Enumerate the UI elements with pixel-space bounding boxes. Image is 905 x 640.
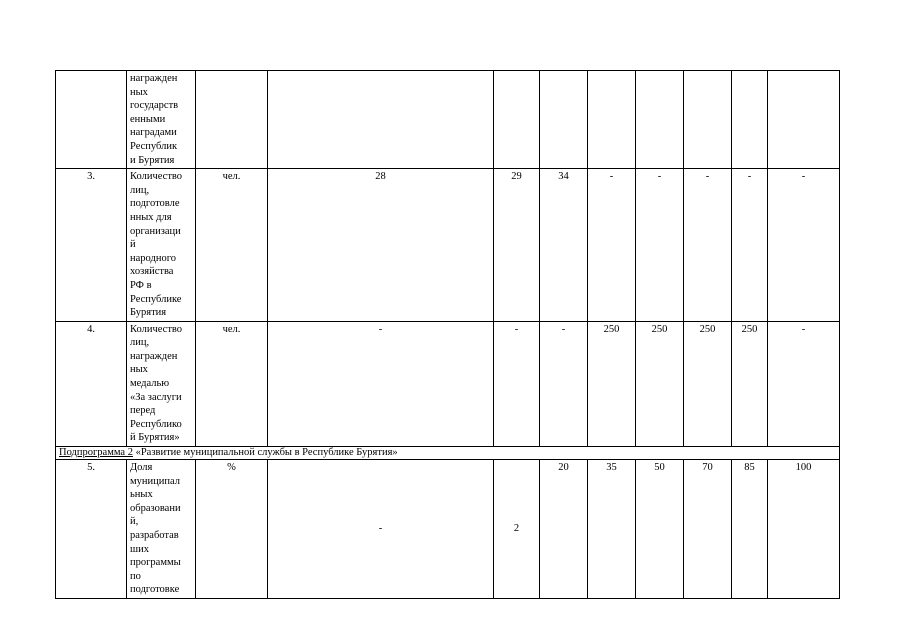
value-cell: - xyxy=(768,321,840,446)
name-line: Бурятия xyxy=(130,307,167,319)
value-cell: 29 xyxy=(494,169,540,322)
value-cell: - xyxy=(768,169,840,322)
unit-cell xyxy=(196,71,268,169)
name-line: Республик xyxy=(130,140,178,152)
unit-cell: % xyxy=(196,460,268,599)
name-line: медалью xyxy=(130,378,170,390)
name-line: подготовле xyxy=(130,198,180,210)
value-cell xyxy=(636,71,684,169)
value-cell xyxy=(540,71,588,169)
name-line: государств xyxy=(130,100,179,112)
name-line: ьных xyxy=(130,489,153,501)
name-line: наградами xyxy=(130,127,177,139)
name-line: перед xyxy=(130,405,156,417)
name-line: РФ в xyxy=(130,279,152,291)
subprogram-heading xyxy=(56,447,840,460)
value-cell: 250 xyxy=(636,321,684,446)
value-cell: - xyxy=(588,169,636,322)
name-line: образовани xyxy=(130,502,181,514)
value-cell: 2 xyxy=(494,460,540,599)
name-line: награжден xyxy=(130,350,178,362)
unit-cell: чел. xyxy=(196,169,268,322)
name-line: по xyxy=(130,570,141,582)
value-cell xyxy=(268,71,494,169)
value-cell: 28 xyxy=(268,169,494,322)
subprogram-title: «Развитие муниципальной службы в Республике Бурятия» xyxy=(132,447,398,459)
value-cell xyxy=(768,71,840,169)
subprogram-row xyxy=(56,447,840,460)
indicator-name-cell xyxy=(127,460,196,599)
row-number-cell xyxy=(56,71,127,169)
value-cell: - xyxy=(268,321,494,446)
indicators-table xyxy=(55,70,840,599)
name-line: енными xyxy=(130,113,166,125)
name-line: й, xyxy=(130,516,139,528)
indicator-name-cell xyxy=(127,71,196,169)
value-cell: 85 xyxy=(732,460,768,599)
name-line: «За заслуги xyxy=(130,391,182,403)
value-cell: - xyxy=(268,460,494,599)
name-line: награжден xyxy=(130,73,178,84)
name-line: ных xyxy=(130,86,148,98)
value-cell: 70 xyxy=(684,460,732,599)
indicator-name-cell xyxy=(127,169,196,322)
table-row xyxy=(56,460,840,599)
value-cell: 250 xyxy=(684,321,732,446)
table-row xyxy=(56,71,840,169)
value-cell: - xyxy=(494,321,540,446)
value-cell xyxy=(684,71,732,169)
subprogram-label: Подпрограмма 2 xyxy=(59,447,133,459)
name-line: подготовке xyxy=(130,584,180,596)
value-cell: 34 xyxy=(540,169,588,322)
value-cell: 35 xyxy=(588,460,636,599)
name-line: Республико xyxy=(130,418,182,430)
row-number-cell: 5. xyxy=(56,460,127,599)
name-line: й Бурятия» xyxy=(130,432,180,444)
name-line: и Бурятия xyxy=(130,154,175,166)
name-line: организаци xyxy=(130,225,181,237)
indicator-name-cell xyxy=(127,321,196,446)
table-row xyxy=(56,169,840,322)
name-line: лиц, xyxy=(130,337,150,349)
name-line: народного xyxy=(130,252,176,264)
name-line: Количество xyxy=(130,171,183,183)
name-line: Республике xyxy=(130,293,182,305)
value-cell: 100 xyxy=(768,460,840,599)
name-line: нных для xyxy=(130,211,172,223)
value-cell: - xyxy=(684,169,732,322)
value-cell xyxy=(588,71,636,169)
value-cell: 250 xyxy=(588,321,636,446)
name-line: лиц, xyxy=(130,184,150,196)
row-number-cell: 4. xyxy=(56,321,127,446)
table-row xyxy=(56,321,840,446)
name-line: ных xyxy=(130,364,148,376)
value-cell: 20 xyxy=(540,460,588,599)
row-number-cell: 3. xyxy=(56,169,127,322)
unit-cell: чел. xyxy=(196,321,268,446)
name-line: Количество xyxy=(130,323,183,335)
name-line: й xyxy=(130,239,136,251)
name-line: разработав xyxy=(130,530,179,541)
name-line: хозяйства xyxy=(130,266,174,278)
name-line: Доля xyxy=(130,462,153,474)
name-line: ших xyxy=(130,543,149,555)
value-cell: 50 xyxy=(636,460,684,599)
name-line: муниципал xyxy=(130,475,180,487)
value-cell xyxy=(494,71,540,169)
value-cell: 250 xyxy=(732,321,768,446)
value-cell: - xyxy=(540,321,588,446)
value-cell: - xyxy=(732,169,768,322)
value-cell: - xyxy=(636,169,684,322)
name-line: программы xyxy=(130,557,181,569)
value-cell xyxy=(732,71,768,169)
